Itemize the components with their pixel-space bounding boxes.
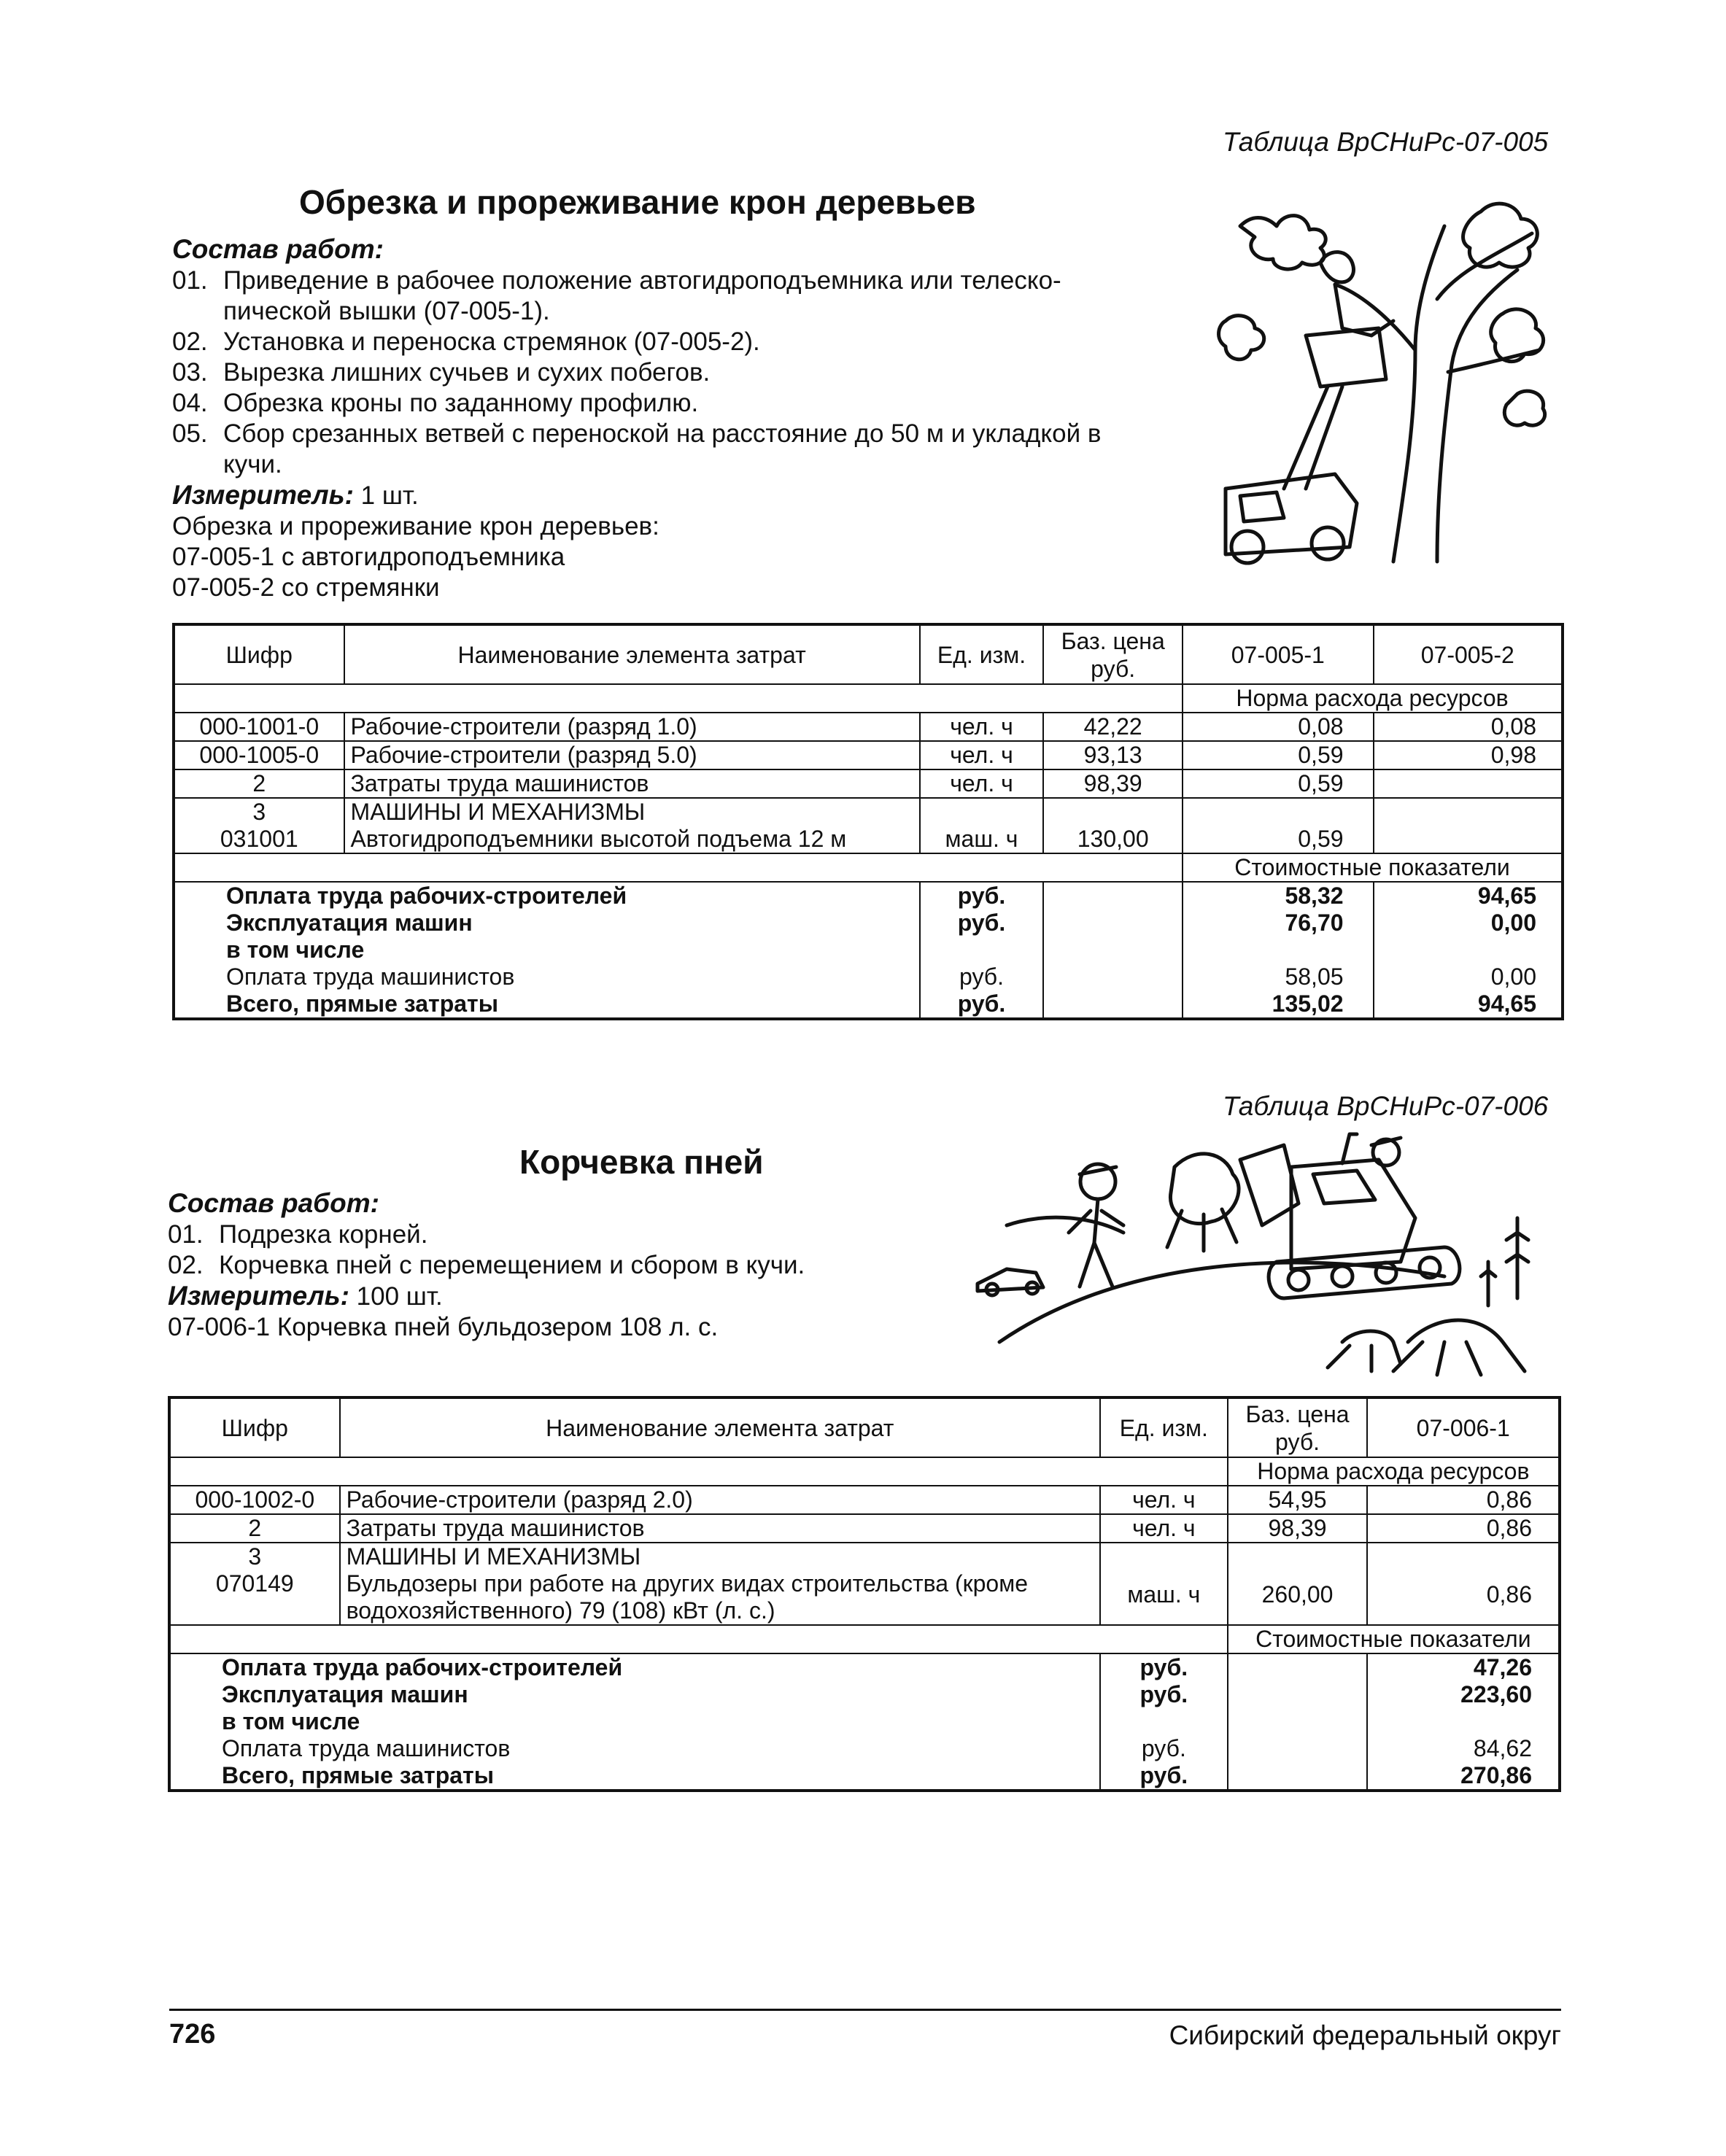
cost-value: 76,70 [1285,910,1344,936]
cell-value-1: 0,86 [1367,1543,1560,1625]
machine-name: Бульдозеры при работе на других видах строительства (кроме водохозяйственного) 79 (108) кВт (л. с.) [346,1570,1028,1624]
header-name: Наименование элемента затрат [340,1397,1100,1457]
work-item-number: 02. [172,327,208,356]
cost-values-1 [1367,1653,1560,1791]
cell-unit: чел. ч [1100,1514,1228,1543]
measure-value: 1 шт. [360,481,419,510]
desc-line: 07-006-1 Корчевка пней бульдозером 108 л. с. [168,1313,719,1341]
cell-unit: чел. ч [1100,1486,1228,1514]
cell-value-1: 0,86 [1367,1514,1560,1543]
cell-value-2 [1374,798,1563,853]
work-item-text: Установка и переноска стремянок (07-005-2). [223,327,760,356]
cell-name: Рабочие-строители (разряд 5.0) [344,741,920,769]
work-item-text: Корчевка пней с перемещением и сбором в кучи. [219,1251,805,1279]
cost-table [172,623,1564,1020]
cost-name: Оплата труда рабочих-строителей [226,883,627,909]
cost-table [168,1396,1561,1792]
cost-value: 0,00 [1490,963,1536,990]
measure-label: Измеритель: [172,480,354,510]
group-code: 3 [248,1543,262,1570]
work-item-text: Приведение в рабочее положение автогидроподъемника или телеско-пической вышки (07-005-1). [223,266,1061,325]
cost-name: Эксплуатация машин [226,910,473,936]
cost-unit: руб. [957,990,1006,1017]
work-item [172,327,1142,357]
section-row [174,853,1563,882]
cost-unit: руб. [1139,1654,1188,1680]
table-row [174,741,1563,769]
cost-unit: руб. [1139,1681,1188,1707]
cost-value: 58,32 [1285,883,1344,909]
cost-name: в том числе [226,937,365,963]
cell-value-2: 0,98 [1374,741,1563,769]
cell-code: 000-1005-0 [174,741,344,769]
cell-code: 000-1001-0 [174,713,344,741]
desc-line: 07-005-1 с автогидроподъемника [172,543,565,571]
work-item-number: 01. [168,1220,204,1249]
group-name: МАШИНЫ И МЕХАНИЗМЫ [350,799,646,825]
work-item-number: 01. [172,266,208,295]
work-item-number: 04. [172,389,208,417]
cell-value-1: 0,86 [1367,1486,1560,1514]
cell-name: Затраты труда машинистов [344,769,920,798]
page-number: 726 [169,2019,216,2050]
cost-name: в том числе [222,1708,360,1734]
measure-label: Измеритель: [168,1281,349,1311]
footer-rule [169,2009,1561,2011]
work-description [172,233,1142,603]
desc-line: Обрезка и прореживание крон деревьев: [172,512,659,540]
desc-line: 07-005-2 со стремянки [172,573,440,602]
work-item [172,388,1142,419]
cell-unit: маш. ч [1100,1543,1228,1625]
cell-code [174,798,344,853]
table-row [174,769,1563,798]
section-row [169,1457,1560,1486]
cell-unit: чел. ч [920,713,1044,741]
cell-price: 98,39 [1043,769,1183,798]
machine-code: 070149 [215,1570,294,1597]
cost-unit: руб. [957,883,1006,909]
cost-value: 94,65 [1477,883,1536,909]
footer-region: Сибирский федеральный округ [1169,2020,1561,2050]
cell-unit: чел. ч [920,741,1044,769]
cost-name: Эксплуатация машин [222,1681,468,1707]
work-item-text: Вырезка лишних сучьев и сухих побегов. [223,358,711,387]
cell-value-1: 0,59 [1183,741,1374,769]
group-name: МАШИНЫ И МЕХАНИЗМЫ [346,1543,641,1570]
header-price: Баз. цена руб. [1228,1397,1368,1457]
cost-value: 94,65 [1477,990,1536,1017]
work-label: Состав работ: [172,234,384,264]
table-row [174,798,1563,853]
cell-code: 2 [169,1514,340,1543]
cost-block [169,1653,1560,1791]
stump-removal-illustration [934,1123,1576,1386]
cost-value: 58,05 [1285,963,1344,990]
cost-value: 270,86 [1460,1762,1532,1788]
machine-name: Автогидроподъемники высотой подъема 12 м [350,826,847,852]
header-price: Баз. цена руб. [1043,624,1183,684]
header-name: Наименование элемента затрат [344,624,920,684]
cell-price: 260,00 [1228,1543,1368,1625]
work-item [168,1250,970,1281]
group-code: 3 [252,799,266,825]
cell-name: Рабочие-строители (разряд 1.0) [344,713,920,741]
cell-name: Рабочие-строители (разряд 2.0) [340,1486,1100,1514]
work-item-number: 02. [168,1251,204,1279]
cell-price: 54,95 [1228,1486,1368,1514]
cost-value: 84,62 [1473,1735,1532,1761]
header-unit: Ед. изм. [920,624,1044,684]
header-col-1: 07-005-1 [1183,624,1374,684]
cell-value-2: 0,08 [1374,713,1563,741]
cell-price: 130,00 [1043,798,1183,853]
measure-line [168,1281,970,1312]
cost-units [1100,1653,1228,1791]
cost-unit: руб. [959,963,1005,990]
cost-name: Всего, прямые затраты [222,1762,495,1788]
cost-name: Оплата труда машинистов [226,963,515,990]
work-description [168,1187,970,1343]
table-header-row [169,1397,1560,1457]
cost-value: 47,26 [1473,1654,1532,1680]
work-item-text: Подрезка корней. [219,1220,428,1249]
work-label: Состав работ: [168,1188,379,1218]
cell-code [169,1543,340,1625]
table-row [174,713,1563,741]
cost-unit: руб. [1139,1762,1188,1788]
cost-unit: руб. [1141,1735,1186,1761]
section-title: Корчевка пней [519,1143,764,1181]
cost-unit: руб. [957,910,1006,936]
cell-unit: маш. ч [920,798,1044,853]
cell-value-1: 0,59 [1183,798,1374,853]
cell-value-1: 0,08 [1183,713,1374,741]
cost-value: 0,00 [1490,910,1536,936]
cost-values-2 [1374,882,1563,1019]
header-unit: Ед. изм. [1100,1397,1228,1457]
cell-name: Затраты труда машинистов [340,1514,1100,1543]
cost-block [174,882,1563,1019]
work-item [168,1219,970,1250]
header-col-2: 07-005-2 [1374,624,1563,684]
cell-code: 2 [174,769,344,798]
cost-name: Всего, прямые затраты [226,990,499,1017]
cost-name: Оплата труда рабочих-строителей [222,1654,623,1680]
work-item [172,357,1142,388]
section-cost: Стоимостные показатели [1183,853,1563,882]
machine-code: 031001 [220,826,298,852]
section-cost: Стоимостные показатели [1228,1625,1560,1653]
cell-name [340,1543,1100,1625]
cell-value-2 [1374,769,1563,798]
measure-value: 100 шт. [356,1282,443,1311]
cell-code: 000-1002-0 [169,1486,340,1514]
table-caption: Таблица ВрСНиРс-07-005 [1223,127,1549,157]
measure-line [172,480,1142,511]
cell-price: 42,22 [1043,713,1183,741]
cost-values-1 [1183,882,1374,1019]
work-item-number: 03. [172,358,208,387]
work-item [172,419,1142,480]
cell-price: 93,13 [1043,741,1183,769]
cost-names [174,882,920,1019]
cost-units [920,882,1044,1019]
header-code: Шифр [174,624,344,684]
section-norm: Норма расхода ресурсов [1228,1457,1560,1486]
cell-value-1: 0,59 [1183,769,1374,798]
table-caption: Таблица ВрСНиРс-07-006 [1223,1091,1549,1121]
tree-pruning-illustration [1196,182,1576,576]
section-norm: Норма расхода ресурсов [1183,684,1563,713]
cell-price: 98,39 [1228,1514,1368,1543]
work-item-text: Сбор срезанных ветвей с переноской на расстояние до 50 м и укладкой в кучи. [223,419,1102,478]
header-col-1: 07-006-1 [1367,1397,1560,1457]
work-item [172,265,1142,327]
table-row [169,1543,1560,1625]
section-row [169,1625,1560,1653]
section-row [174,684,1563,713]
cost-value: 135,02 [1272,990,1344,1017]
cell-name [344,798,920,853]
table-header-row [174,624,1563,684]
cost-value: 223,60 [1460,1681,1532,1707]
work-item-number: 05. [172,419,208,448]
cost-name: Оплата труда машинистов [222,1735,511,1761]
cost-names [169,1653,1100,1791]
cell-unit: чел. ч [920,769,1044,798]
table-row [169,1514,1560,1543]
header-code: Шифр [169,1397,340,1457]
work-item-text: Обрезка кроны по заданному профилю. [223,389,699,417]
table-row [169,1486,1560,1514]
section-title: Обрезка и прореживание крон деревьев [299,183,976,221]
